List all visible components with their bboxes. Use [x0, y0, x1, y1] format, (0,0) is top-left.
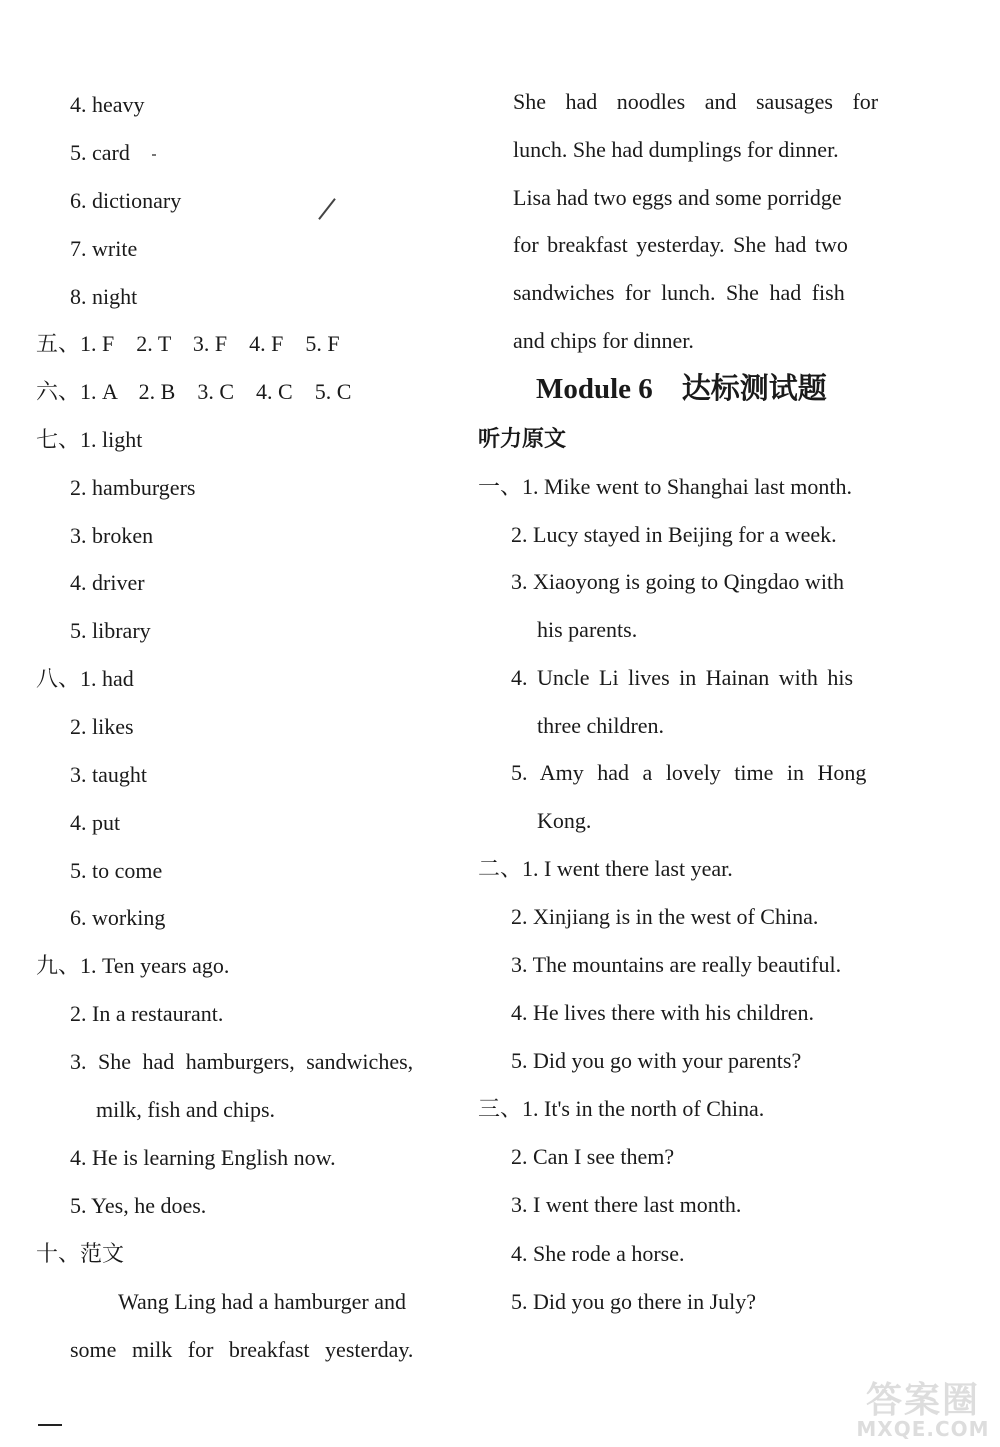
answer-4-2: 5. card — [70, 140, 130, 165]
section-1-item: 2. Lucy stayed in Beijing for a week. — [511, 522, 837, 547]
section-7-item: 3. broken — [70, 523, 154, 548]
essay-line: Lisa had two eggs and some porridge — [513, 185, 842, 210]
section-8-item: 6. working — [70, 905, 166, 930]
section-1-item: Kong. — [537, 808, 592, 833]
section-10-label: 十、范文 — [36, 1241, 125, 1266]
answer-4-5: 8. night — [70, 284, 138, 309]
essay-line: sandwiches for lunch. She had fish — [513, 280, 845, 305]
answer-4-4: 7. write — [70, 236, 138, 261]
section-2-item: 4. He lives there with his children. — [511, 1000, 815, 1025]
section-3-item: 三、1. It's in the north of China. — [478, 1096, 765, 1121]
essay-line: and chips for dinner. — [513, 328, 694, 353]
section-3-item: 2. Can I see them? — [511, 1144, 675, 1169]
section-8-item: 八、1. had — [36, 666, 134, 691]
listening-heading: 听力原文 — [478, 426, 567, 451]
module-title: Module 6 达标测试题 — [536, 373, 827, 405]
section-8-item: 5. to come — [70, 858, 163, 883]
section-9-item: 九、1. Ten years ago. — [36, 953, 230, 978]
essay-line: lunch. She had dumplings for dinner. — [513, 137, 839, 162]
section-3-item: 4. She rode a horse. — [511, 1241, 685, 1266]
section-8-item: 4. put — [70, 810, 121, 835]
section-1-item: 3. Xiaoyong is going to Qingdao with — [511, 569, 845, 594]
section-8-item: 2. likes — [70, 714, 134, 739]
section-3-item: 5. Did you go there in July? — [511, 1289, 757, 1314]
section-2-item: 5. Did you go with your parents? — [511, 1048, 802, 1073]
section-2-item: 二、1. I went there last year. — [478, 856, 733, 881]
section-9-item: 4. He is learning English now. — [70, 1145, 336, 1170]
section-2-item: 2. Xinjiang is in the west of China. — [511, 904, 819, 929]
section-7-item: 2. hamburgers — [70, 475, 196, 500]
stray-tick-mark — [152, 154, 156, 156]
section-2-item: 3. The mountains are really beautiful. — [511, 952, 842, 977]
section-9-item: 3. She had hamburgers, sandwiches, — [70, 1049, 414, 1074]
section-7-item: 5. library — [70, 618, 151, 643]
section-3-item: 3. I went there last month. — [511, 1192, 742, 1217]
essay-line: for breakfast yesterday. She had two — [513, 232, 848, 257]
section-7-item: 4. driver — [70, 570, 145, 595]
section-1-item: 5. Amy had a lovely time in Hong — [511, 760, 867, 785]
section-5-answers: 五、1. F 2. T 3. F 4. F 5. F — [36, 331, 340, 356]
section-7-item: 七、1. light — [36, 427, 143, 452]
section-9-item: milk, fish and chips. — [96, 1097, 276, 1122]
pen-stroke-mark — [318, 198, 336, 220]
essay-line: She had noodles and sausages for — [513, 89, 879, 114]
section-9-item: 2. In a restaurant. — [70, 1001, 224, 1026]
section-1-item: three children. — [537, 713, 665, 738]
answer-4-3: 6. dictionary — [70, 188, 182, 213]
watermark-logo-text: 答案圈 — [865, 1380, 980, 1421]
essay-line: some milk for breakfast yesterday. — [70, 1337, 414, 1362]
footer-rule — [38, 1424, 62, 1426]
answer-4-1: 4. heavy — [70, 92, 145, 117]
watermark-logo — [854, 1381, 992, 1441]
section-6-answers: 六、1. A 2. B 3. C 4. C 5. C — [36, 379, 352, 404]
section-1-item: 一、1. Mike went to Shanghai last month. — [478, 474, 852, 499]
section-9-item: 5. Yes, he does. — [70, 1193, 207, 1218]
section-1-item: 4. Uncle Li lives in Hainan with his — [511, 665, 854, 690]
essay-line: Wang Ling had a hamburger and — [118, 1289, 407, 1314]
watermark-domain: MXQE.COM — [856, 1417, 990, 1441]
section-8-item: 3. taught — [70, 762, 147, 787]
section-1-item: his parents. — [537, 617, 638, 642]
